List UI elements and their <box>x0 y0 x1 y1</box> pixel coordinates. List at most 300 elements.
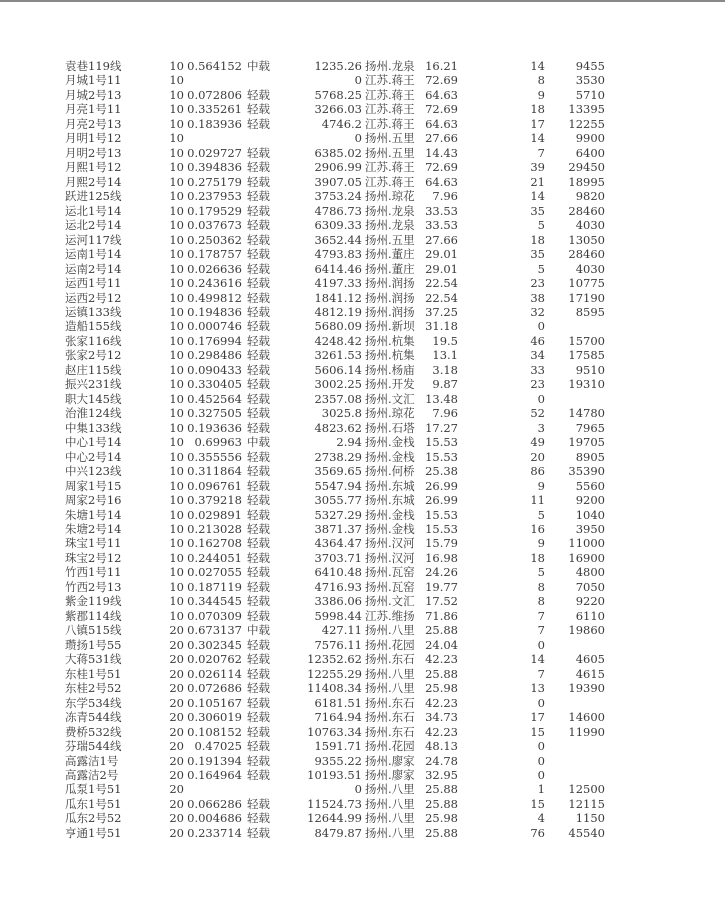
cell-amount: 13395 <box>568 102 605 117</box>
cell-distance: 34.73 <box>425 710 458 725</box>
cell-value: 4793.83 <box>314 247 362 262</box>
table-row <box>0 551 725 565</box>
cell-amount: 9900 <box>575 131 605 146</box>
cell-load-status: 轻载 <box>247 695 270 710</box>
cell-line-name: 运镇133线 <box>65 304 122 319</box>
cell-load-status: 轻载 <box>247 637 270 652</box>
cell-region: 扬州.东城 <box>365 478 415 493</box>
cell-capacity: 10 <box>169 102 184 117</box>
cell-capacity: 20 <box>169 623 184 638</box>
cell-distance: 37.25 <box>425 304 458 319</box>
cell-load-status: 轻载 <box>247 218 270 233</box>
table-row <box>0 580 725 594</box>
cell-load-status: 轻载 <box>247 478 270 493</box>
cell-value: 1235.26 <box>314 59 362 73</box>
table-row <box>0 406 725 420</box>
cell-line-name: 瓜东2号52 <box>65 811 122 826</box>
cell-line-name: 周家1号15 <box>65 478 122 493</box>
cell-load-ratio: 0.090433 <box>187 362 242 377</box>
cell-load-status: 轻载 <box>247 579 270 594</box>
cell-value: 10193.51 <box>307 767 362 782</box>
cell-amount: 19860 <box>568 623 605 638</box>
cell-region: 江苏.蒋王 <box>365 87 415 102</box>
cell-count: 5 <box>537 218 545 233</box>
cell-load-status: 轻载 <box>247 522 270 536</box>
cell-line-name: 东桂2号52 <box>65 681 122 696</box>
cell-load-status: 轻载 <box>247 406 270 421</box>
table-row <box>0 638 725 652</box>
cell-count: 18 <box>530 102 545 117</box>
cell-load-ratio: 0.344545 <box>187 594 242 609</box>
cell-value: 0 <box>354 782 362 797</box>
cell-capacity: 10 <box>169 59 184 73</box>
table-row <box>0 189 725 203</box>
cell-value: 12352.62 <box>307 652 362 667</box>
cell-count: 7 <box>537 608 545 623</box>
cell-count: 9 <box>537 536 545 551</box>
cell-load-ratio: 0.066286 <box>187 796 242 811</box>
table-row <box>0 450 725 464</box>
cell-load-ratio: 0.072686 <box>187 681 242 696</box>
cell-count: 15 <box>530 796 545 811</box>
cell-region: 扬州.杨庙 <box>365 362 415 377</box>
cell-value: 2906.99 <box>314 160 362 175</box>
cell-line-name: 月城1号11 <box>65 73 122 88</box>
cell-capacity: 10 <box>169 377 184 392</box>
cell-value: 6410.48 <box>314 565 362 580</box>
cell-amount: 6400 <box>575 145 605 160</box>
cell-line-name: 月明1号12 <box>65 131 122 146</box>
table-row <box>0 522 725 536</box>
cell-line-name: 东学534线 <box>65 695 122 710</box>
cell-line-name: 月亮2号13 <box>65 116 122 131</box>
table-row <box>0 305 725 319</box>
cell-load-ratio: 0.244051 <box>187 550 242 565</box>
cell-load-ratio: 0.004686 <box>187 811 242 826</box>
cell-distance: 42.23 <box>425 652 458 667</box>
cell-distance: 48.13 <box>425 739 458 754</box>
cell-capacity: 10 <box>169 565 184 580</box>
cell-capacity: 10 <box>169 478 184 493</box>
cell-distance: 25.88 <box>425 782 458 797</box>
cell-region: 扬州.廖家 <box>365 767 415 782</box>
cell-load-status: 轻载 <box>247 507 270 522</box>
cell-value: 5606.14 <box>314 362 362 377</box>
cell-count: 8 <box>537 594 545 609</box>
cell-load-ratio: 0.306019 <box>187 710 242 725</box>
cell-amount: 4030 <box>575 261 605 276</box>
cell-capacity: 20 <box>169 739 184 754</box>
table-row <box>0 782 725 796</box>
cell-distance: 24.78 <box>425 753 458 768</box>
table-row <box>0 623 725 637</box>
table-row <box>0 363 725 377</box>
cell-line-name: 中心1号14 <box>65 435 122 450</box>
cell-value: 3266.03 <box>314 102 362 117</box>
cell-load-ratio: 0.072806 <box>187 87 242 102</box>
cell-line-name: 运西2号12 <box>65 290 122 305</box>
cell-region: 扬州.文汇 <box>365 391 415 406</box>
cell-line-name: 珠宝1号11 <box>65 536 122 551</box>
page-top-border <box>0 0 725 2</box>
cell-distance: 17.52 <box>425 594 458 609</box>
cell-load-status: 轻载 <box>247 276 270 291</box>
cell-distance: 42.23 <box>425 724 458 739</box>
cell-distance: 64.63 <box>425 174 458 189</box>
cell-line-name: 月明2号13 <box>65 145 122 160</box>
cell-distance: 15.53 <box>425 435 458 450</box>
cell-value: 1591.71 <box>314 739 362 754</box>
cell-load-status: 轻载 <box>247 304 270 319</box>
cell-capacity: 20 <box>169 681 184 696</box>
cell-load-status: 轻载 <box>247 348 270 363</box>
cell-load-ratio: 0.379218 <box>187 493 242 508</box>
cell-count: 52 <box>530 406 545 421</box>
cell-count: 16 <box>530 522 545 536</box>
cell-count: 7 <box>537 145 545 160</box>
cell-distance: 31.18 <box>425 319 458 334</box>
cell-load-ratio: 0.026114 <box>187 666 242 681</box>
cell-line-name: 月熙1号12 <box>65 160 122 175</box>
cell-load-ratio: 0.162708 <box>187 536 242 551</box>
cell-line-name: 中集133线 <box>65 420 122 435</box>
cell-amount: 9455 <box>575 59 605 73</box>
cell-load-ratio: 0.275179 <box>187 174 242 189</box>
cell-load-status: 轻载 <box>247 767 270 782</box>
cell-line-name: 朱塘1号14 <box>65 507 122 522</box>
cell-region: 扬州.金栈 <box>365 435 415 450</box>
data-table <box>0 59 725 840</box>
cell-line-name: 大蒋531线 <box>65 652 122 667</box>
table-row <box>0 276 725 290</box>
cell-load-ratio: 0.233714 <box>187 825 242 840</box>
cell-capacity: 20 <box>169 637 184 652</box>
cell-load-ratio: 0.673137 <box>187 623 242 638</box>
cell-line-name: 职大145线 <box>65 391 122 406</box>
cell-load-ratio: 0.355556 <box>187 449 242 464</box>
cell-amount: 4615 <box>575 666 605 681</box>
cell-load-status: 轻载 <box>247 420 270 435</box>
cell-count: 39 <box>530 160 545 175</box>
cell-region: 扬州.东石 <box>365 724 415 739</box>
cell-value: 4716.93 <box>314 579 362 594</box>
cell-amount: 12255 <box>568 116 605 131</box>
cell-count: 17 <box>530 116 545 131</box>
cell-distance: 33.53 <box>425 203 458 218</box>
cell-capacity: 10 <box>169 160 184 175</box>
cell-region: 扬州.董庄 <box>365 261 415 276</box>
cell-distance: 7.96 <box>432 189 458 204</box>
cell-count: 14 <box>530 131 545 146</box>
cell-load-status: 轻载 <box>247 681 270 696</box>
cell-line-name: 朱塘2号14 <box>65 522 122 536</box>
cell-distance: 25.88 <box>425 623 458 638</box>
cell-amount: 12500 <box>568 782 605 797</box>
cell-distance: 24.26 <box>425 565 458 580</box>
cell-value: 0 <box>354 73 362 88</box>
cell-load-ratio: 0.183936 <box>187 116 242 131</box>
cell-count: 8 <box>537 73 545 88</box>
cell-region: 扬州.润扬 <box>365 276 415 291</box>
cell-value: 12255.29 <box>307 666 362 681</box>
cell-line-name: 瓜东1号51 <box>65 796 122 811</box>
cell-amount: 35390 <box>568 464 605 479</box>
cell-count: 0 <box>537 695 545 710</box>
cell-distance: 72.69 <box>425 73 458 88</box>
cell-load-status: 轻载 <box>247 333 270 348</box>
cell-load-status: 轻载 <box>247 290 270 305</box>
cell-value: 8479.87 <box>314 825 362 840</box>
cell-amount: 5710 <box>575 87 605 102</box>
cell-load-status: 轻载 <box>247 247 270 262</box>
cell-value: 1841.12 <box>314 290 362 305</box>
cell-region: 扬州.八里 <box>365 811 415 826</box>
cell-value: 4812.19 <box>314 304 362 319</box>
cell-value: 4364.47 <box>314 536 362 551</box>
cell-line-name: 芬瑞544线 <box>65 739 122 754</box>
cell-amount: 19705 <box>568 435 605 450</box>
cell-line-name: 赵庄115线 <box>65 362 122 377</box>
cell-capacity: 10 <box>169 261 184 276</box>
cell-line-name: 运西1号11 <box>65 276 122 291</box>
cell-distance: 42.23 <box>425 695 458 710</box>
cell-load-status: 轻载 <box>247 189 270 204</box>
cell-amount: 19310 <box>568 377 605 392</box>
cell-count: 0 <box>537 319 545 334</box>
cell-capacity: 10 <box>169 579 184 594</box>
cell-line-name: 瓒扬1号55 <box>65 637 122 652</box>
cell-distance: 71.86 <box>425 608 458 623</box>
cell-count: 15 <box>530 724 545 739</box>
cell-distance: 15.79 <box>425 536 458 551</box>
table-row <box>0 493 725 507</box>
cell-capacity: 20 <box>169 724 184 739</box>
cell-distance: 13.48 <box>425 391 458 406</box>
table-row <box>0 218 725 232</box>
cell-value: 6385.02 <box>314 145 362 160</box>
cell-capacity: 10 <box>169 131 184 146</box>
cell-value: 11524.73 <box>307 796 362 811</box>
table-row <box>0 204 725 218</box>
cell-distance: 72.69 <box>425 160 458 175</box>
cell-load-ratio: 0.499812 <box>187 290 242 305</box>
cell-capacity: 20 <box>169 666 184 681</box>
cell-line-name: 运南2号14 <box>65 261 122 276</box>
cell-load-status: 轻载 <box>247 493 270 508</box>
cell-region: 扬州.瓦窑 <box>365 579 415 594</box>
cell-amount: 4030 <box>575 218 605 233</box>
cell-amount: 45540 <box>568 825 605 840</box>
cell-region: 扬州.东石 <box>365 710 415 725</box>
table-row <box>0 696 725 710</box>
cell-load-status: 轻载 <box>247 825 270 840</box>
cell-capacity: 10 <box>169 608 184 623</box>
cell-region: 江苏.蒋王 <box>365 102 415 117</box>
cell-capacity: 10 <box>169 116 184 131</box>
cell-count: 0 <box>537 753 545 768</box>
cell-load-ratio: 0.69963 <box>194 435 242 450</box>
cell-capacity: 10 <box>169 145 184 160</box>
cell-line-name: 东桂1号51 <box>65 666 122 681</box>
cell-amount: 18995 <box>568 174 605 189</box>
cell-load-ratio: 0.029727 <box>187 145 242 160</box>
cell-load-status: 轻载 <box>247 464 270 479</box>
cell-capacity: 10 <box>169 391 184 406</box>
cell-load-ratio: 0.029891 <box>187 507 242 522</box>
cell-region: 扬州.五里 <box>365 232 415 247</box>
table-row <box>0 291 725 305</box>
cell-count: 35 <box>530 247 545 262</box>
cell-line-name: 张家116线 <box>65 333 122 348</box>
cell-load-ratio: 0.335261 <box>187 102 242 117</box>
cell-amount: 7050 <box>575 579 605 594</box>
cell-load-status: 轻载 <box>247 796 270 811</box>
cell-load-status: 轻载 <box>247 391 270 406</box>
cell-count: 49 <box>530 435 545 450</box>
cell-amount: 3530 <box>575 73 605 88</box>
cell-load-status: 中载 <box>247 435 270 450</box>
cell-value: 3703.71 <box>314 550 362 565</box>
cell-capacity: 10 <box>169 189 184 204</box>
cell-line-name: 振兴231线 <box>65 377 122 392</box>
cell-region: 扬州.瓦窑 <box>365 565 415 580</box>
cell-value: 6414.46 <box>314 261 362 276</box>
table-row <box>0 175 725 189</box>
table-row <box>0 421 725 435</box>
cell-distance: 26.99 <box>425 478 458 493</box>
cell-capacity: 10 <box>169 507 184 522</box>
cell-region: 扬州.文汇 <box>365 594 415 609</box>
cell-load-status: 轻载 <box>247 536 270 551</box>
cell-value: 5547.94 <box>314 478 362 493</box>
cell-load-status: 轻载 <box>247 753 270 768</box>
cell-amount: 1040 <box>575 507 605 522</box>
cell-region: 扬州.东城 <box>365 493 415 508</box>
cell-region: 扬州.廖家 <box>365 753 415 768</box>
cell-line-name: 月熙2号14 <box>65 174 122 189</box>
cell-count: 7 <box>537 666 545 681</box>
cell-distance: 25.98 <box>425 681 458 696</box>
cell-value: 3002.25 <box>314 377 362 392</box>
cell-region: 扬州.八里 <box>365 782 415 797</box>
cell-region: 扬州.润扬 <box>365 290 415 305</box>
cell-region: 扬州.八里 <box>365 825 415 840</box>
cell-count: 32 <box>530 304 545 319</box>
cell-region: 扬州.花园 <box>365 739 415 754</box>
cell-amount: 9820 <box>575 189 605 204</box>
cell-line-name: 瓜泵1号51 <box>65 782 122 797</box>
cell-capacity: 10 <box>169 550 184 565</box>
cell-distance: 25.88 <box>425 825 458 840</box>
cell-value: 12644.99 <box>307 811 362 826</box>
cell-load-status: 轻载 <box>247 116 270 131</box>
cell-capacity: 10 <box>169 536 184 551</box>
cell-value: 3753.24 <box>314 189 362 204</box>
cell-distance: 17.27 <box>425 420 458 435</box>
table-row <box>0 247 725 261</box>
cell-line-name: 中兴123线 <box>65 464 122 479</box>
cell-load-ratio: 0.187119 <box>187 579 242 594</box>
cell-region: 扬州.东石 <box>365 652 415 667</box>
cell-amount: 10775 <box>568 276 605 291</box>
cell-region: 扬州.润扬 <box>365 304 415 319</box>
cell-amount: 13050 <box>568 232 605 247</box>
cell-load-ratio: 0.47025 <box>194 739 242 754</box>
cell-amount: 3950 <box>575 522 605 536</box>
cell-count: 20 <box>530 449 545 464</box>
cell-load-status: 轻载 <box>247 232 270 247</box>
cell-count: 3 <box>537 420 545 435</box>
cell-load-ratio: 0.176994 <box>187 333 242 348</box>
cell-count: 9 <box>537 87 545 102</box>
cell-load-status: 轻载 <box>247 550 270 565</box>
cell-capacity: 20 <box>169 796 184 811</box>
cell-capacity: 10 <box>169 449 184 464</box>
cell-distance: 22.54 <box>425 290 458 305</box>
cell-value: 4823.62 <box>314 420 362 435</box>
cell-distance: 19.77 <box>425 579 458 594</box>
cell-line-name: 费桥532线 <box>65 724 122 739</box>
cell-line-name: 运北1号14 <box>65 203 122 218</box>
cell-count: 4 <box>537 811 545 826</box>
cell-amount: 12115 <box>568 796 605 811</box>
cell-capacity: 20 <box>169 825 184 840</box>
cell-region: 江苏.蒋王 <box>365 174 415 189</box>
cell-line-name: 跃进125线 <box>65 189 122 204</box>
cell-distance: 33.53 <box>425 218 458 233</box>
table-row <box>0 797 725 811</box>
cell-value: 3871.37 <box>314 522 362 536</box>
cell-region: 扬州.琼花 <box>365 189 415 204</box>
cell-count: 18 <box>530 232 545 247</box>
cell-value: 3025.8 <box>321 406 362 421</box>
cell-value: 9355.22 <box>314 753 362 768</box>
cell-capacity: 20 <box>169 710 184 725</box>
cell-line-name: 冻青544线 <box>65 710 122 725</box>
cell-load-status: 轻载 <box>247 87 270 102</box>
cell-region: 扬州.开发 <box>365 377 415 392</box>
cell-value: 427.11 <box>321 623 362 638</box>
table-row <box>0 609 725 623</box>
cell-line-name: 亨通1号51 <box>65 825 122 840</box>
cell-count: 0 <box>537 391 545 406</box>
cell-load-status: 轻载 <box>247 261 270 276</box>
cell-amount: 11000 <box>568 536 605 551</box>
cell-load-status: 中载 <box>247 59 270 73</box>
cell-load-status: 轻载 <box>247 666 270 681</box>
cell-load-ratio: 0.070309 <box>187 608 242 623</box>
table-row <box>0 146 725 160</box>
cell-load-status: 轻载 <box>247 811 270 826</box>
cell-value: 3261.53 <box>314 348 362 363</box>
cell-distance: 16.21 <box>425 59 458 73</box>
cell-value: 2.94 <box>336 435 362 450</box>
cell-amount: 4605 <box>575 652 605 667</box>
cell-distance: 25.88 <box>425 796 458 811</box>
cell-distance: 19.5 <box>432 333 458 348</box>
table-row <box>0 117 725 131</box>
cell-load-ratio: 0.394836 <box>187 160 242 175</box>
cell-region: 扬州.龙泉 <box>365 59 415 73</box>
cell-value: 3386.06 <box>314 594 362 609</box>
cell-value: 4197.33 <box>314 276 362 291</box>
cell-count: 38 <box>530 290 545 305</box>
cell-line-name: 造船155线 <box>65 319 122 334</box>
cell-distance: 3.18 <box>432 362 458 377</box>
cell-amount: 16900 <box>568 550 605 565</box>
cell-load-ratio: 0.302345 <box>187 637 242 652</box>
cell-line-name: 治淮124线 <box>65 406 122 421</box>
